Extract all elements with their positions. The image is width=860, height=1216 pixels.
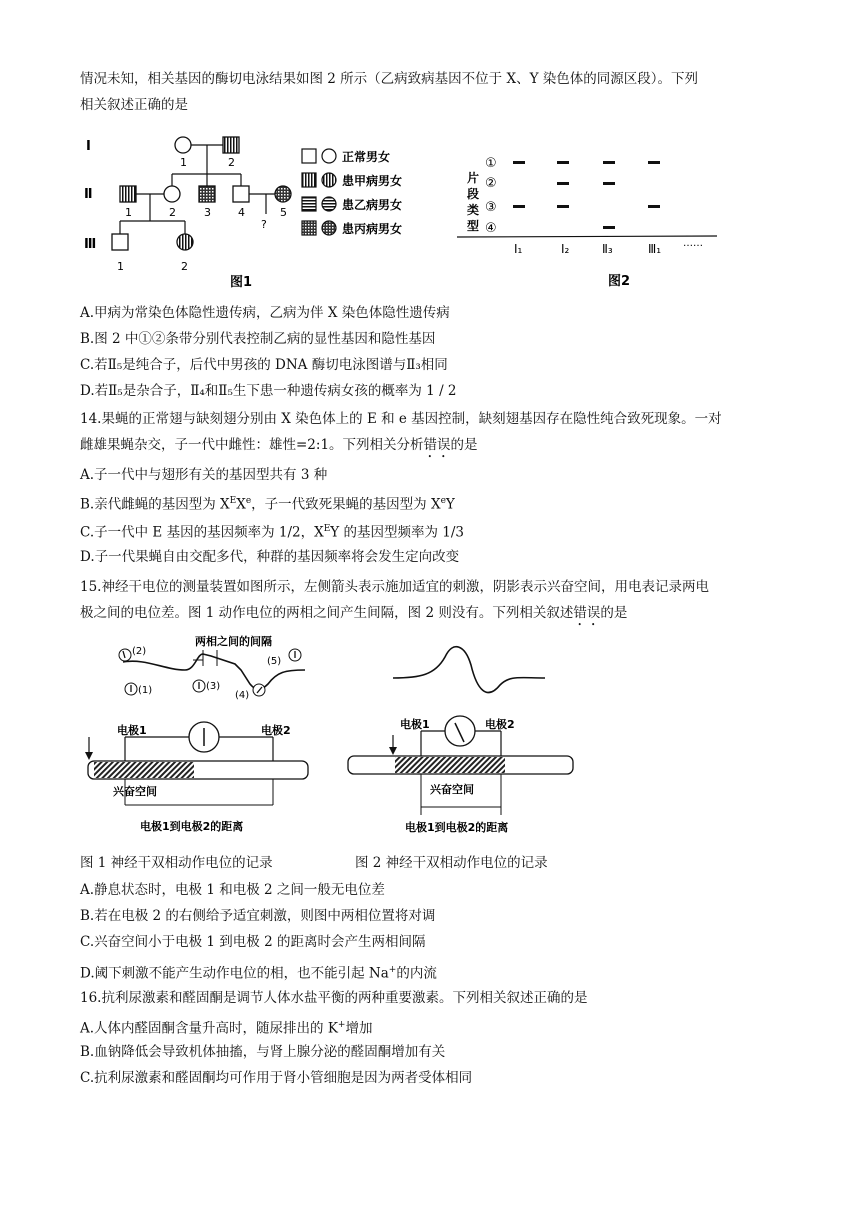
legend-disease-b: 患乙病男女 [342, 198, 403, 212]
q15-option-c: C.兴奋空间小于电极 1 到电极 2 的距离时会产生两相间隔 [80, 934, 426, 950]
svg-text:4: 4 [238, 206, 245, 219]
I2-male-disease-a [223, 137, 239, 153]
svg-text:(1): (1) [138, 685, 153, 696]
q15-option-a: A.静息状态时，电极 1 和电极 2 之间一般无电位差 [80, 882, 385, 898]
space-label: 兴奋空间 [113, 785, 157, 798]
lane-I1: Ⅰ₁ [514, 242, 523, 256]
excitation-space [94, 762, 194, 778]
electrode-1-label: 电极1 [117, 724, 147, 737]
q15-caption-1: 图 1 神经干双相动作电位的记录 [80, 855, 273, 871]
q14-stem-line2: 雌雄果蝇杂交，子一代中雌性：雄性=2:1。下列相关分析错误的是 [80, 437, 478, 453]
row-3: ③ [485, 200, 497, 215]
svg-text:型: 型 [467, 219, 480, 233]
excitation-space [395, 757, 505, 773]
svg-text:2: 2 [181, 260, 188, 273]
unknown-child: ? [261, 218, 267, 231]
gen-label-III: Ⅲ [84, 237, 97, 252]
svg-text:1: 1 [117, 260, 124, 273]
band [557, 161, 569, 164]
svg-text:段: 段 [467, 187, 480, 201]
III1-male [112, 234, 128, 250]
q16-stem: 16.抗利尿激素和醛固酮是调节人体水盐平衡的两种重要激素。下列相关叙述正确的是 [80, 990, 588, 1006]
svg-text:(3): (3) [206, 681, 221, 692]
q14-option-c: C.子一代中 E 基因的基因频率为 1/2，$X^EY$ 的基因型频率为 1/3 [80, 524, 465, 541]
distance-label: 电极1到电极2的距离 [405, 821, 509, 834]
row-1: ① [485, 156, 497, 171]
I1-female [175, 137, 191, 153]
svg-text:(4): (4) [235, 690, 250, 701]
q15-caption-2: 图 2 神经干双相动作电位的记录 [355, 855, 548, 871]
svg-text:(5): (5) [267, 656, 282, 667]
q13-option-d: D.若Ⅱ₅是杂合子，Ⅱ₄和Ⅱ₅生下患一种遗传病女孩的概率为 1 / 2 [80, 383, 457, 399]
q16-option-c: C.抗利尿激素和醛固酮均可作用于肾小管细胞是因为两者受体相同 [80, 1070, 473, 1086]
row-4: ④ [485, 221, 497, 236]
band [603, 161, 615, 164]
II2-female [164, 186, 180, 202]
emphasis-wrong: 错误 [423, 437, 451, 453]
nerve-figure-2 [345, 635, 585, 845]
row-2: ② [485, 176, 497, 191]
q15-option-d: D.阈下刺激不能产生动作电位的相，也不能引起 Na+的内流 [80, 965, 437, 982]
svg-text:2: 2 [169, 206, 176, 219]
q16-option-a: A.人体内醛固酮含量升高时，随尿排出的 K+增加 [80, 1020, 373, 1037]
band [648, 161, 660, 164]
band [648, 205, 660, 208]
II1-male-disease-a [120, 186, 136, 202]
legend-normal: 正常男女 [342, 150, 391, 164]
II4-male [233, 186, 249, 202]
svg-text:2: 2 [228, 156, 235, 169]
lane-II3: Ⅱ₃ [602, 242, 613, 256]
distance-label: 电极1到电极2的距离 [140, 820, 244, 833]
electrode-2-label: 电极2 [485, 718, 515, 731]
galvanometer [445, 716, 475, 746]
band [557, 182, 569, 185]
q15-stem-line1: 15.神经干电位的测量装置如图所示，左侧箭头表示施加适宜的刺激，阴影表示兴奋空间，用电表记录两电 [80, 579, 709, 595]
lane-I2: Ⅰ₂ [561, 242, 570, 256]
band [513, 161, 525, 164]
svg-text:3: 3 [204, 206, 211, 219]
electrode-2-label: 电极2 [261, 724, 291, 737]
fig2-caption: 图2 [608, 274, 631, 289]
legend-disease-a: 患甲病男女 [342, 174, 403, 188]
q13-option-b: B.图 2 中①②条带分别代表控制乙病的显性基因和隐性基因 [80, 331, 436, 347]
electrophoresis-figure [455, 140, 725, 295]
fig1-caption: 图1 [230, 275, 253, 290]
lane-III1: Ⅲ₁ [648, 242, 662, 256]
band [603, 226, 615, 229]
q13-intro-line2: 相关叙述正确的是 [80, 97, 188, 113]
q13-option-c: C.若Ⅱ₅是纯合子，后代中男孩的 DNA 酶切电泳图谱与Ⅱ₃相同 [80, 357, 448, 373]
electrode-1-label: 电极1 [400, 718, 430, 731]
III2-female-disease-a [177, 234, 193, 250]
space-label: 兴奋空间 [430, 783, 474, 796]
pedigree-figure [80, 128, 440, 293]
nerve-figure-1 [85, 630, 325, 845]
lane-more: …… [683, 238, 703, 249]
gen-label-II: Ⅱ [84, 187, 93, 202]
q13-option-a: A.甲病为常染色体隐性遗传病，乙病为伴 X 染色体隐性遗传病 [80, 305, 450, 321]
legend-disease-c: 患丙病男女 [342, 222, 403, 236]
band [557, 205, 569, 208]
meter-icon [119, 649, 131, 661]
q14-option-d: D.子一代果蝇自由交配多代，种群的基因频率将会发生定向改变 [80, 549, 460, 565]
band [513, 205, 525, 208]
svg-text:5: 5 [280, 206, 287, 219]
gap-label: 两相之间的间隔 [195, 635, 272, 648]
q14-option-a: A.子一代中与翅形有关的基因型共有 3 种 [80, 467, 328, 483]
band [603, 182, 615, 185]
q14-stem-line1: 14.果蝇的正常翅与缺刻翅分别由 X 染色体上的 E 和 e 基因控制，缺刻翅基因存在隐性纯合致死现象。一对 [80, 411, 722, 427]
q15-stem-line2: 极之间的电位差。图 1 动作电位的两相之间产生间隔，图 2 则没有。下列相关叙述错误的是 [80, 605, 628, 621]
svg-text:类: 类 [467, 203, 480, 217]
q16-option-b: B.血钠降低会导致机体抽搐，与肾上腺分泌的醛固酮增加有关 [80, 1044, 446, 1060]
svg-text:(2): (2) [132, 646, 147, 657]
q13-intro-line1: 情况未知，相关基因的酶切电泳结果如图 2 所示（乙病致病基因不位于 X、Y 染色体的同源区段）。下列 [80, 71, 699, 87]
II3-male-disease-c [199, 186, 215, 202]
q14-option-b: B.亲代雌蝇的基因型为 $X^EXe$，子一代致死果蝇的基因型为 XeY [80, 496, 455, 513]
q15-option-b: B.若在电极 2 的右侧给予适宜刺激，则图中两相位置将对调 [80, 908, 436, 924]
svg-text:片: 片 [467, 171, 480, 185]
svg-text:1: 1 [180, 156, 187, 169]
emphasis-wrong: 错误 [573, 605, 601, 621]
gen-label-I: Ⅰ [86, 139, 91, 154]
II5-female-disease-c [275, 186, 291, 202]
svg-text:1: 1 [125, 206, 132, 219]
